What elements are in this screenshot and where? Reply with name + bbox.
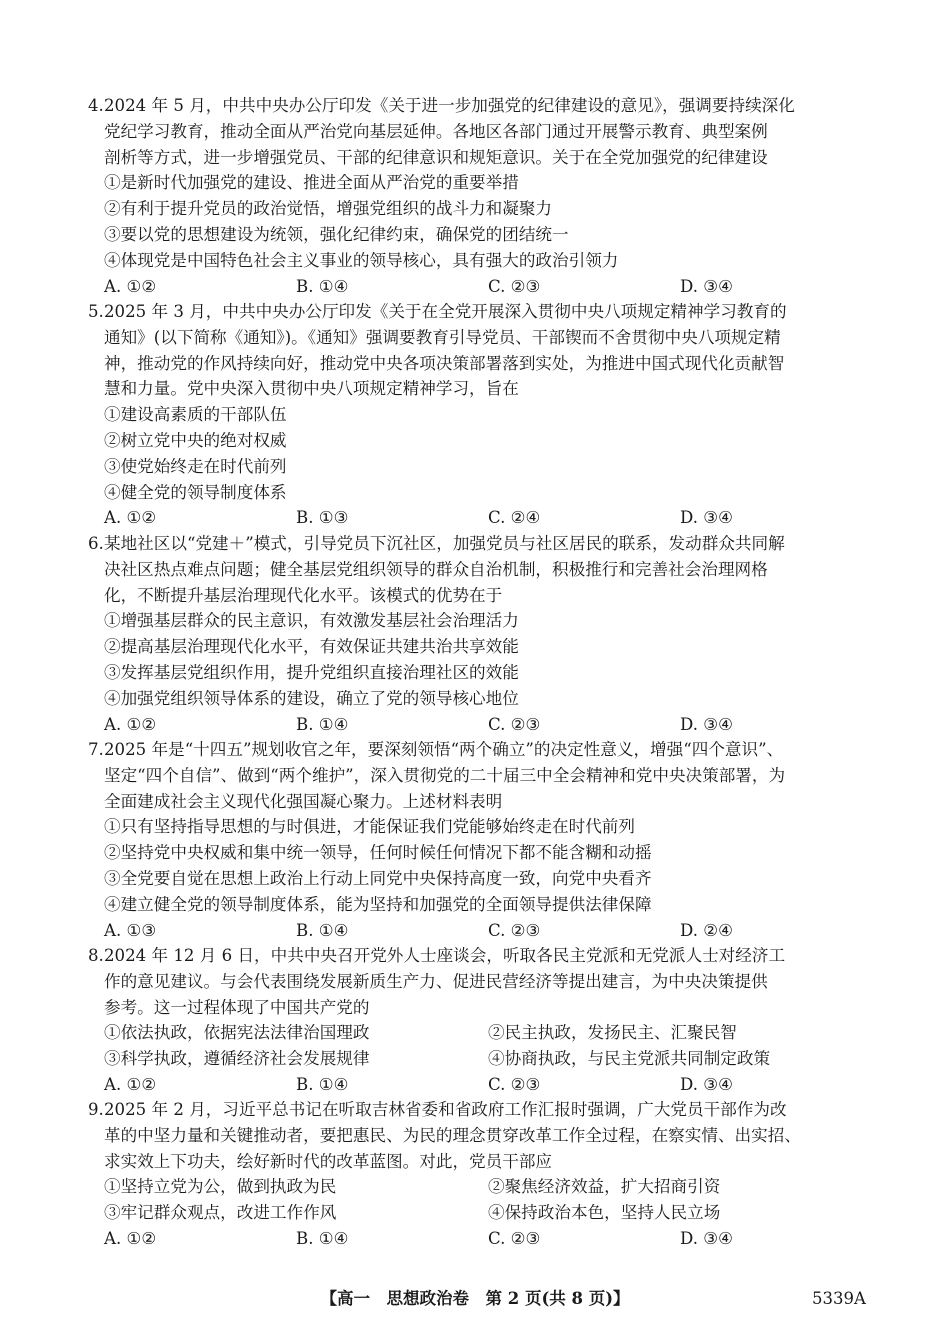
option-c: C. ②③ bbox=[488, 1228, 541, 1248]
option-c: C. ②④ bbox=[488, 508, 541, 528]
option-a: A. ①② bbox=[104, 276, 157, 296]
statement: ④体现党是中国特色社会主义事业的领导核心，具有强大的政治引领力 bbox=[104, 250, 619, 270]
question-stem-line: 参考。这一过程体现了中国共产党的 bbox=[104, 997, 370, 1017]
question-stem-line: 8.2024 年 12 月 6 日，中共中央召开党外人士座谈会，听取各民主党派和无党派人士对经济工 bbox=[88, 946, 786, 965]
question-7 bbox=[88, 737, 868, 943]
statement: ①增强基层群众的民主意识，有效激发基层社会治理活力 bbox=[104, 611, 519, 631]
option-c: C. ②③ bbox=[488, 276, 541, 296]
statement: ③科学执政，遵循经济社会发展规律 bbox=[104, 1049, 370, 1069]
question-stem-line: 6.某地社区以“党建＋”模式，引导党员下沉社区，加强党员与社区居民的联系，发动群众共同解 bbox=[88, 534, 785, 553]
option-b: B. ①④ bbox=[296, 920, 349, 940]
statement: ④健全党的领导制度体系 bbox=[104, 482, 287, 502]
answer-options bbox=[88, 918, 868, 944]
answer-options bbox=[88, 712, 868, 738]
question-stem-line: 全面建成社会主义现代化强国凝心聚力。上述材料表明 bbox=[104, 791, 503, 811]
question-stem-line: 革的中坚力量和关键推动者，要把惠民、为民的理念贯穿改革工作全过程，在察实情、出实招、 bbox=[104, 1125, 801, 1145]
statement: ④协商执政，与民主党派共同制定政策 bbox=[488, 1049, 771, 1069]
paper-code: 5339A bbox=[812, 1289, 866, 1308]
statement: ②提高基层治理现代化水平，有效保证共建共治共享效能 bbox=[104, 637, 519, 657]
option-b: B. ①④ bbox=[296, 714, 349, 734]
statement: ③发挥基层党组织作用，提升党组织直接治理社区的效能 bbox=[104, 662, 519, 682]
statement: ④建立健全党的领导制度体系，能为坚持和加强党的全面领导提供法律保障 bbox=[104, 894, 652, 914]
option-d: D. ③④ bbox=[680, 276, 734, 296]
statement: ①建设高素质的干部队伍 bbox=[104, 405, 287, 425]
question-stem-line: 化，不断提升基层治理现代化水平。该模式的优势在于 bbox=[104, 585, 503, 605]
question-stem-line: 慧和力量。党中央深入贯彻中央八项规定精神学习，旨在 bbox=[104, 379, 519, 399]
question-stem-line: 7.2025 年是“十四五”规划收官之年，要深刻领悟“两个确立”的决定性意义，增强“四个意识”、 bbox=[88, 740, 784, 759]
option-a: A. ①② bbox=[104, 1228, 157, 1248]
option-b: B. ①③ bbox=[296, 508, 349, 528]
question-stem-line: 9.2025 年 2 月，习近平总书记在听取吉林省委和省政府工作汇报时强调，广大党员干部作为改 bbox=[88, 1100, 787, 1119]
page-footer bbox=[0, 1286, 950, 1312]
statement-row bbox=[88, 1200, 868, 1226]
statement: ②坚持党中央权威和集中统一领导，任何时候任何情况下都不能含糊和动摇 bbox=[104, 843, 652, 863]
question-9 bbox=[88, 1097, 868, 1252]
option-d: D. ③④ bbox=[680, 1074, 734, 1094]
question-8 bbox=[88, 943, 868, 1098]
question-stem-line: 神，推动党的作风持续向好，推动党中央各项决策部署落到实处，为推进中国式现代化贡献智 bbox=[104, 353, 785, 373]
question-4 bbox=[88, 93, 868, 299]
option-a: A. ①② bbox=[104, 508, 157, 528]
question-stem-line: 4.2024 年 5 月，中共中央办公厅印发《关于进一步加强党的纪律建设的意见》，强调要持续深化 bbox=[88, 96, 795, 115]
option-a: A. ①② bbox=[104, 714, 157, 734]
question-stem-line: 剖析等方式，进一步增强党员、干部的纪律意识和规矩意识。关于在全党加强党的纪律建设 bbox=[104, 147, 768, 167]
question-stem-line: 党纪学习教育，推动全面从严治党向基层延伸。各地区各部门通过开展警示教育、典型案例 bbox=[104, 121, 768, 141]
statement: ①坚持立党为公，做到执政为民 bbox=[104, 1177, 337, 1197]
answer-options bbox=[88, 1226, 868, 1252]
statement: ②树立党中央的绝对权威 bbox=[104, 430, 287, 450]
question-stem-line: 决社区热点难点问题；健全基层党组织领导的群众自治机制，积极推行和完善社会治理网格 bbox=[104, 559, 768, 579]
question-stem-line: 作的意见建议。与会代表围绕发展新质生产力、促进民营经济等提出建言，为中央决策提供 bbox=[104, 971, 768, 991]
statement: ②聚焦经济效益，扩大招商引资 bbox=[488, 1177, 721, 1197]
option-c: C. ②③ bbox=[488, 1074, 541, 1094]
option-a: A. ①② bbox=[104, 1074, 157, 1094]
statement-row bbox=[88, 1046, 868, 1072]
option-a: A. ①③ bbox=[104, 920, 157, 940]
option-c: C. ②③ bbox=[488, 920, 541, 940]
statement: ②民主执政，发扬民主、汇聚民智 bbox=[488, 1023, 737, 1043]
option-b: B. ①④ bbox=[296, 276, 349, 296]
question-stem-line: 求实效上下功夫，绘好新时代的改革蓝图。对此，党员干部应 bbox=[104, 1151, 553, 1171]
statement: ③全党要自觉在思想上政治上行动上同党中央保持高度一致，向党中央看齐 bbox=[104, 868, 652, 888]
statement-row bbox=[88, 1174, 868, 1200]
statement: ④保持政治本色，坚持人民立场 bbox=[488, 1203, 721, 1223]
option-b: B. ①④ bbox=[296, 1074, 349, 1094]
statement: ③要以党的思想建设为统领，强化纪律约束，确保党的团结统一 bbox=[104, 224, 569, 244]
statement: ①依法执政，依据宪法法律治国理政 bbox=[104, 1023, 370, 1043]
statement: ③牢记群众观点，改进工作作风 bbox=[104, 1203, 337, 1223]
question-6 bbox=[88, 531, 868, 737]
statement: ③使党始终走在时代前列 bbox=[104, 456, 287, 476]
statement-row bbox=[88, 1020, 868, 1046]
question-5 bbox=[88, 299, 868, 531]
statement: ②有利于提升党员的政治觉悟，增强党组织的战斗力和凝聚力 bbox=[104, 199, 553, 219]
statement: ①是新时代加强党的建设、推进全面从严治党的重要举措 bbox=[104, 173, 519, 193]
option-d: D. ②④ bbox=[680, 920, 734, 940]
question-stem-line: 通知》(以下简称《通知》)。《通知》强调要教育引导党员、干部锲而不舍贯彻中央八项规定精 bbox=[104, 327, 781, 347]
option-c: C. ②③ bbox=[488, 714, 541, 734]
option-b: B. ①④ bbox=[296, 1228, 349, 1248]
answer-options bbox=[88, 274, 868, 300]
option-d: D. ③④ bbox=[680, 508, 734, 528]
option-d: D. ③④ bbox=[680, 714, 734, 734]
answer-options bbox=[88, 505, 868, 531]
statement: ①只有坚持指导思想的与时俱进，才能保证我们党能够始终走在时代前列 bbox=[104, 817, 635, 837]
question-stem-line: 坚定“四个自信”、做到“两个维护”，深入贯彻党的二十届三中全会精神和党中央决策部署，为 bbox=[104, 765, 786, 785]
statement: ④加强党组织领导体系的建设，确立了党的领导核心地位 bbox=[104, 688, 519, 708]
answer-options bbox=[88, 1072, 868, 1098]
question-stem-line: 5.2025 年 3 月，中共中央办公厅印发《关于在全党开展深入贯彻中央八项规定精神学习教育的 bbox=[88, 302, 787, 321]
footer-label: 【高一 思想政治卷 第 2 页(共 8 页)】 bbox=[320, 1289, 630, 1308]
option-d: D. ③④ bbox=[680, 1228, 734, 1248]
